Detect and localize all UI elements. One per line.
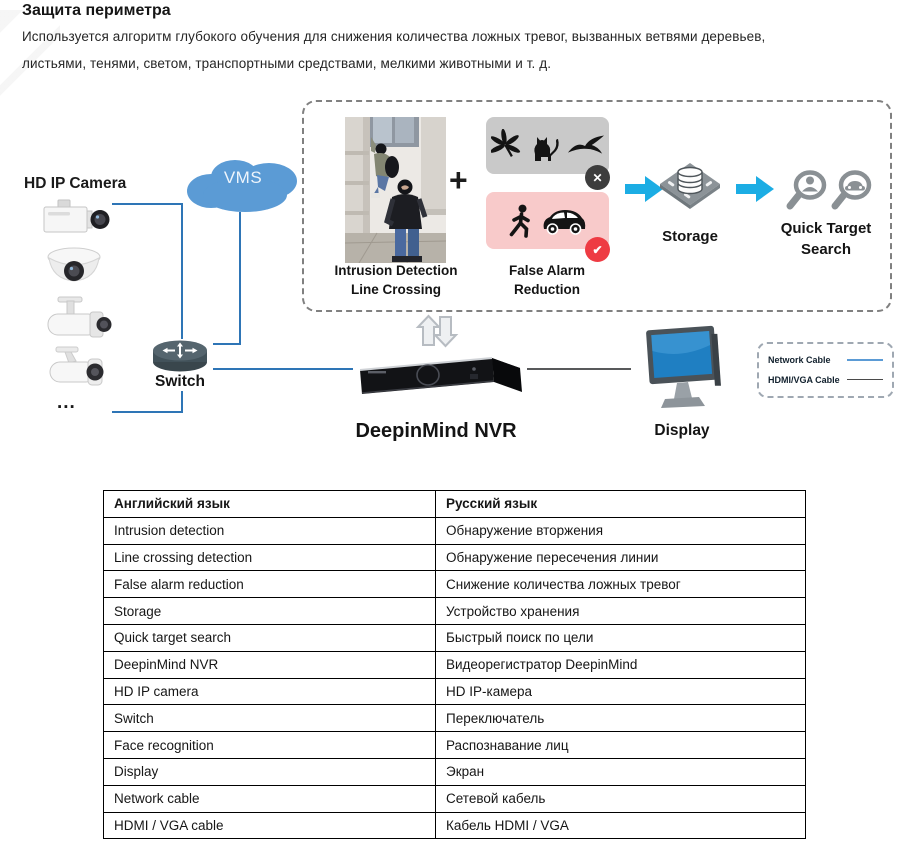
cell-en: DeepinMind NVR <box>104 651 436 678</box>
storage-icon <box>658 157 722 213</box>
translation-table <box>103 490 806 839</box>
bullet-camera-icon <box>38 296 114 344</box>
hdmi-vga-line-nvr-display <box>527 368 631 370</box>
table-row <box>104 517 806 544</box>
flow-arrow-icon <box>736 176 774 202</box>
nvr-device <box>352 346 524 404</box>
cell-ru: Экран <box>436 758 806 785</box>
search-vehicle-icon <box>830 168 874 212</box>
switch-label: Switch <box>155 373 205 390</box>
intrusion-photo <box>345 117 446 263</box>
quick-target-search-label: Quick Target Search <box>780 220 872 258</box>
table-row <box>104 812 806 839</box>
display-label: Display <box>654 422 710 439</box>
table-row <box>104 732 806 759</box>
cell-ru: HD IP-камера <box>436 678 806 705</box>
false-alarm-sources-panel <box>486 117 609 174</box>
network-cable-line-sample <box>847 359 883 361</box>
network-line-camera1 <box>112 203 182 205</box>
legend-hdmi-vga-cable: HDMI/VGA Cable <box>768 375 883 385</box>
cell-en: Display <box>104 758 436 785</box>
page-title: Защита периметра <box>22 2 171 19</box>
cell-ru: Обнаружение вторжения <box>436 517 806 544</box>
cable-legend <box>757 342 894 398</box>
intro-text-line2: листьями, тенями, светом, транспортными средствами, мелкими животными и т. д. <box>22 56 552 71</box>
branch-icon <box>491 129 523 163</box>
cell-en: Intrusion detection <box>104 517 436 544</box>
table-row <box>104 571 806 598</box>
mini-bullet-camera-icon <box>38 345 114 393</box>
nvr-label: DeepinMind NVR <box>355 420 517 442</box>
table-row <box>104 651 806 678</box>
box-camera-icon <box>42 197 110 239</box>
search-person-icon <box>785 168 829 212</box>
table-header-row <box>104 491 806 518</box>
network-line-vms-horizontal <box>213 343 241 345</box>
cell-ru: Сетевой кабель <box>436 785 806 812</box>
car-icon <box>541 207 587 235</box>
reject-badge-icon: ✕ <box>585 165 610 190</box>
false-alarm-reduction-label: False Alarm Reduction <box>508 263 586 297</box>
intrusion-detection-label: Intrusion Detection Line Crossing <box>334 263 458 297</box>
cell-en: Quick target search <box>104 624 436 651</box>
cell-en: HDMI / VGA cable <box>104 812 436 839</box>
table-header-ru: Русский язык <box>436 491 806 518</box>
table-row <box>104 705 806 732</box>
dome-camera-icon <box>46 245 102 289</box>
bird-icon <box>567 134 605 158</box>
cell-ru: Быстрый поиск по цели <box>436 624 806 651</box>
table-row <box>104 598 806 625</box>
cell-ru: Снижение количества ложных тревог <box>436 571 806 598</box>
cell-en: HD IP camera <box>104 678 436 705</box>
cell-en: False alarm reduction <box>104 571 436 598</box>
cell-ru: Кабель HDMI / VGA <box>436 812 806 839</box>
storage-label: Storage <box>662 228 718 245</box>
cell-ru: Переключатель <box>436 705 806 732</box>
display-monitor <box>641 325 723 417</box>
pedestrian-icon <box>508 204 534 238</box>
cell-en: Storage <box>104 598 436 625</box>
cell-en: Line crossing detection <box>104 544 436 571</box>
cell-en: Face recognition <box>104 732 436 759</box>
plus-sign: + <box>449 162 468 198</box>
network-line-vms-vertical <box>239 212 241 344</box>
table-row <box>104 785 806 812</box>
table-header-en: Английский язык <box>104 491 436 518</box>
hd-ip-camera-label: HD IP Camera <box>24 175 127 192</box>
cat-icon <box>530 130 560 162</box>
more-cameras-ellipsis: ... <box>57 392 76 413</box>
vms-label: VMS <box>223 168 263 187</box>
accept-badge-icon: ✔ <box>585 237 610 262</box>
table-row <box>104 758 806 785</box>
cell-ru: Обнаружение пересечения линии <box>436 544 806 571</box>
table-row <box>104 624 806 651</box>
network-line-camera-n <box>112 411 182 413</box>
network-line-trunk-bottom <box>181 391 183 413</box>
table-row <box>104 544 806 571</box>
sync-arrows-icon <box>415 314 459 348</box>
cell-ru: Распознавание лиц <box>436 732 806 759</box>
cell-en: Network cable <box>104 785 436 812</box>
cell-ru: Устройство хранения <box>436 598 806 625</box>
network-line-switch-nvr <box>213 368 353 370</box>
table-row <box>104 678 806 705</box>
cell-ru: Видеорегистратор DeepinMind <box>436 651 806 678</box>
legend-network-cable: Network Cable <box>768 355 883 365</box>
network-line-trunk <box>181 203 183 339</box>
cell-en: Switch <box>104 705 436 732</box>
switch-icon <box>151 337 209 373</box>
hdmi-vga-line-sample <box>847 379 883 381</box>
intro-text-line1: Используется алгоритм глубокого обучения для снижения количества ложных тревог, вызванных ветвями деревьев, <box>22 29 766 44</box>
